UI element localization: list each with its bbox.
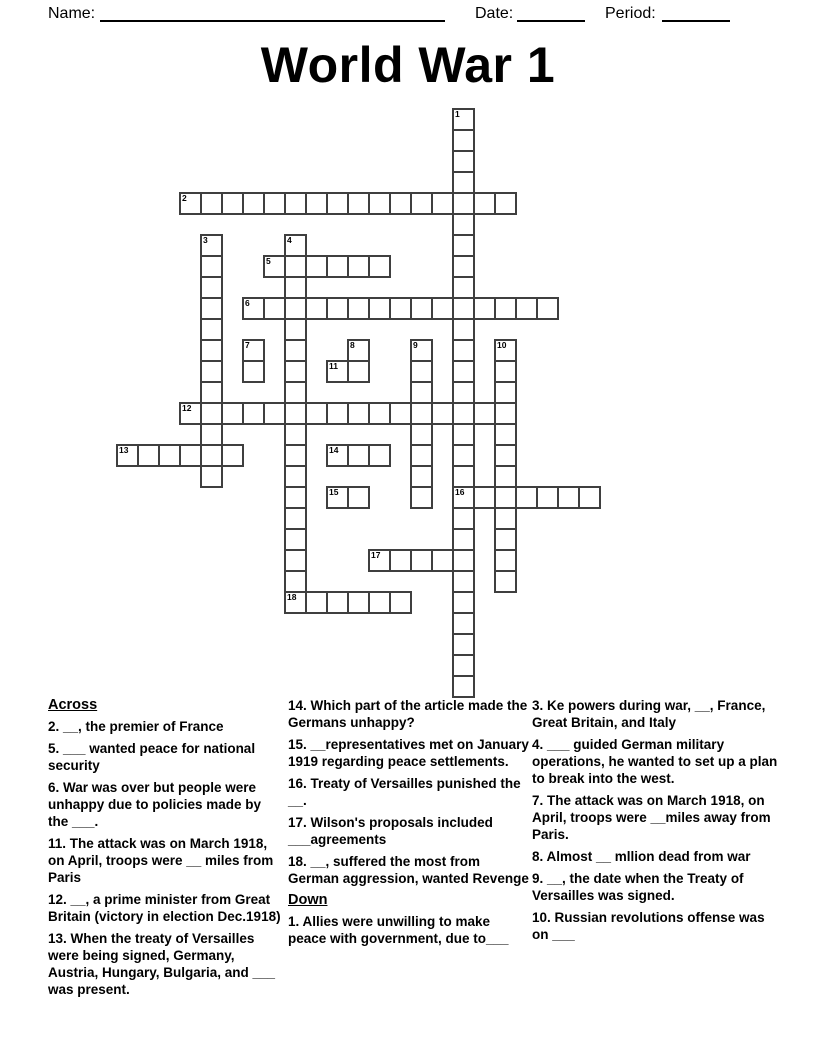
grid-cell[interactable] bbox=[494, 570, 517, 593]
grid-cell[interactable] bbox=[284, 528, 307, 551]
grid-cell[interactable] bbox=[326, 360, 349, 383]
grid-cell[interactable] bbox=[284, 192, 307, 215]
clue-column-1 bbox=[48, 697, 282, 1003]
grid-cell[interactable] bbox=[284, 255, 307, 278]
grid-cell[interactable] bbox=[494, 549, 517, 572]
grid-cell[interactable] bbox=[242, 402, 265, 425]
grid-cell[interactable] bbox=[452, 402, 475, 425]
grid-cell[interactable] bbox=[284, 591, 307, 614]
grid-cell[interactable] bbox=[410, 549, 433, 572]
grid-cell[interactable] bbox=[557, 486, 580, 509]
grid-cell[interactable] bbox=[221, 192, 244, 215]
grid-cell[interactable] bbox=[263, 255, 286, 278]
grid-cell[interactable] bbox=[284, 486, 307, 509]
grid-cell-number: 13 bbox=[119, 445, 129, 455]
grid-cell-number: 3 bbox=[203, 235, 208, 245]
grid-cell[interactable] bbox=[410, 465, 433, 488]
clue-3: 3. Ke powers during war, __, France, Great Britain, and Italy bbox=[532, 698, 766, 730]
grid-cell-number: 7 bbox=[245, 340, 250, 350]
grid-cell[interactable] bbox=[242, 192, 265, 215]
grid-cell[interactable] bbox=[347, 255, 370, 278]
grid-cell[interactable] bbox=[326, 444, 349, 467]
grid-cell[interactable] bbox=[431, 297, 454, 320]
clue-1: 1. Allies were unwilling to make peace with government, due to___ bbox=[288, 914, 509, 946]
grid-cell[interactable] bbox=[137, 444, 160, 467]
grid-cell[interactable] bbox=[494, 402, 517, 425]
grid-cell[interactable] bbox=[494, 507, 517, 530]
clue-14: 14. Which part of the article made the Germans unhappy? bbox=[288, 698, 528, 730]
grid-cell[interactable] bbox=[452, 444, 475, 467]
grid-cell[interactable] bbox=[263, 192, 286, 215]
clue-8: 8. Almost __ mllion dead from war bbox=[532, 849, 751, 864]
grid-cell[interactable] bbox=[284, 549, 307, 572]
grid-cell[interactable] bbox=[347, 444, 370, 467]
grid-cell[interactable] bbox=[452, 171, 475, 194]
grid-cell[interactable] bbox=[200, 423, 223, 446]
grid-cell[interactable] bbox=[200, 381, 223, 404]
grid-cell[interactable] bbox=[452, 297, 475, 320]
grid-cell[interactable] bbox=[431, 402, 454, 425]
grid-cell[interactable] bbox=[452, 360, 475, 383]
grid-cell[interactable] bbox=[200, 465, 223, 488]
date-blank-line bbox=[517, 20, 585, 22]
grid-cell[interactable] bbox=[116, 444, 139, 467]
grid-cell-number: 14 bbox=[329, 445, 339, 455]
grid-cell-number: 4 bbox=[287, 235, 292, 245]
grid-cell[interactable] bbox=[305, 297, 328, 320]
grid-cell[interactable] bbox=[452, 465, 475, 488]
grid-cell[interactable] bbox=[221, 402, 244, 425]
grid-cell[interactable] bbox=[410, 381, 433, 404]
clue-11: 11. The attack was on March 1918, on April, troops were __ miles from Paris bbox=[48, 836, 274, 885]
grid-cell[interactable] bbox=[494, 423, 517, 446]
grid-cell-number: 2 bbox=[182, 193, 187, 203]
grid-cell[interactable] bbox=[242, 339, 265, 362]
grid-cell[interactable] bbox=[452, 108, 475, 131]
grid-cell[interactable] bbox=[473, 402, 496, 425]
grid-cell[interactable] bbox=[284, 402, 307, 425]
period-blank-line bbox=[662, 20, 730, 22]
grid-cell[interactable] bbox=[284, 318, 307, 341]
grid-cell[interactable] bbox=[452, 486, 475, 509]
clue-13: 13. When the treaty of Versailles were being signed, Germany, Austria, Hungary, Bulgaria, and ___ was present. bbox=[48, 931, 276, 997]
grid-cell[interactable] bbox=[473, 297, 496, 320]
grid-cell[interactable] bbox=[284, 570, 307, 593]
grid-cell[interactable] bbox=[347, 591, 370, 614]
grid-cell[interactable] bbox=[368, 192, 391, 215]
clue-10: 10. Russian revolutions offense was on ___ bbox=[532, 910, 765, 942]
grid-cell[interactable] bbox=[452, 150, 475, 173]
grid-cell[interactable] bbox=[452, 213, 475, 236]
grid-cell[interactable] bbox=[494, 381, 517, 404]
grid-cell[interactable] bbox=[410, 339, 433, 362]
grid-cell-number: 12 bbox=[182, 403, 192, 413]
grid-cell[interactable] bbox=[410, 192, 433, 215]
grid-cell[interactable] bbox=[452, 423, 475, 446]
grid-cell[interactable] bbox=[578, 486, 601, 509]
grid-cell[interactable] bbox=[305, 192, 328, 215]
grid-cell[interactable] bbox=[305, 591, 328, 614]
grid-cell-number: 5 bbox=[266, 256, 271, 266]
grid-cell[interactable] bbox=[452, 318, 475, 341]
down-heading: Down bbox=[288, 892, 328, 908]
grid-cell[interactable] bbox=[200, 402, 223, 425]
name-label: Name: bbox=[48, 5, 96, 22]
clue-16: 16. Treaty of Versailles punished the __. bbox=[288, 776, 521, 808]
grid-cell[interactable] bbox=[536, 486, 559, 509]
grid-cell[interactable] bbox=[452, 549, 475, 572]
grid-cell[interactable] bbox=[200, 339, 223, 362]
date-label: Date: bbox=[475, 5, 514, 22]
grid-cell[interactable] bbox=[515, 486, 538, 509]
grid-cell[interactable] bbox=[494, 465, 517, 488]
grid-cell[interactable] bbox=[158, 444, 181, 467]
grid-cell[interactable] bbox=[200, 360, 223, 383]
grid-cell[interactable] bbox=[410, 486, 433, 509]
grid-cell[interactable] bbox=[452, 255, 475, 278]
grid-cell[interactable] bbox=[284, 465, 307, 488]
clue-2: 2. __, the premier of France bbox=[48, 719, 224, 734]
clue-9: 9. __, the date when the Treaty of Versailles was signed. bbox=[532, 871, 744, 903]
grid-cell[interactable] bbox=[452, 591, 475, 614]
grid-cell[interactable] bbox=[284, 360, 307, 383]
clue-6: 6. War was over but people were unhappy due to policies made by the ___. bbox=[48, 780, 262, 829]
grid-cell-number: 10 bbox=[497, 340, 507, 350]
clue-12: 12. __, a prime minister from Great Britain (victory in election Dec.1918) bbox=[48, 892, 281, 924]
grid-cell[interactable] bbox=[515, 297, 538, 320]
grid-cell[interactable] bbox=[410, 423, 433, 446]
grid-cell-number: 17 bbox=[371, 550, 381, 560]
clue-5: 5. ___ wanted peace for national security bbox=[48, 741, 256, 773]
grid-cell[interactable] bbox=[473, 486, 496, 509]
grid-cell[interactable] bbox=[494, 360, 517, 383]
grid-cell[interactable] bbox=[200, 444, 223, 467]
name-blank-line bbox=[100, 20, 445, 22]
grid-cell-number: 11 bbox=[329, 361, 338, 371]
grid-cell[interactable] bbox=[452, 234, 475, 257]
grid-cell[interactable] bbox=[347, 192, 370, 215]
grid-cell[interactable] bbox=[368, 297, 391, 320]
grid-cell[interactable] bbox=[452, 654, 475, 677]
grid-cell[interactable] bbox=[410, 402, 433, 425]
grid-cell[interactable] bbox=[326, 255, 349, 278]
grid-cell[interactable] bbox=[200, 234, 223, 257]
grid-cell[interactable] bbox=[179, 402, 202, 425]
grid-cell-number: 16 bbox=[455, 487, 465, 497]
grid-cell[interactable] bbox=[452, 612, 475, 635]
grid-cell[interactable] bbox=[284, 234, 307, 257]
grid-cell[interactable] bbox=[473, 192, 496, 215]
grid-cell[interactable] bbox=[431, 549, 454, 572]
grid-cell[interactable] bbox=[221, 444, 244, 467]
grid-cell[interactable] bbox=[179, 444, 202, 467]
grid-cell-number: 8 bbox=[350, 340, 355, 350]
grid-cell[interactable] bbox=[410, 297, 433, 320]
grid-cell[interactable] bbox=[179, 192, 202, 215]
grid-cell[interactable] bbox=[284, 507, 307, 530]
grid-cell[interactable] bbox=[452, 570, 475, 593]
grid-cell[interactable] bbox=[536, 297, 559, 320]
grid-cell-number: 18 bbox=[287, 592, 297, 602]
grid-cell[interactable] bbox=[389, 192, 412, 215]
across-heading: Across bbox=[48, 697, 98, 713]
grid-cell[interactable] bbox=[452, 528, 475, 551]
grid-cell[interactable] bbox=[200, 255, 223, 278]
grid-cell-number: 6 bbox=[245, 298, 250, 308]
grid-cell-number: 9 bbox=[413, 340, 418, 350]
grid-cell[interactable] bbox=[347, 339, 370, 362]
clue-column-3 bbox=[532, 697, 782, 948]
grid-cell[interactable] bbox=[431, 192, 454, 215]
grid-cell[interactable] bbox=[263, 297, 286, 320]
crossword-grid bbox=[116, 108, 603, 700]
grid-cell[interactable] bbox=[494, 297, 517, 320]
grid-cell[interactable] bbox=[305, 402, 328, 425]
clue-7: 7. The attack was on March 1918, on April, troops were __miles away from Paris. bbox=[532, 793, 771, 842]
clue-17: 17. Wilson's proposals included ___agreements bbox=[288, 815, 493, 847]
grid-cell[interactable] bbox=[410, 444, 433, 467]
grid-cell[interactable] bbox=[494, 528, 517, 551]
clue-18: 18. __, suffered the most from German aggression, wanted Revenge bbox=[288, 854, 529, 886]
grid-cell[interactable] bbox=[452, 192, 475, 215]
grid-cell[interactable] bbox=[389, 549, 412, 572]
grid-cell[interactable] bbox=[368, 549, 391, 572]
grid-cell[interactable] bbox=[326, 402, 349, 425]
clue-4: 4. ___ guided German military operations, he wanted to set up a plan to break into the west. bbox=[532, 737, 778, 786]
grid-cell[interactable] bbox=[347, 486, 370, 509]
grid-cell-number: 1 bbox=[455, 109, 460, 119]
grid-cell[interactable] bbox=[494, 486, 517, 509]
grid-cell[interactable] bbox=[284, 423, 307, 446]
page-title: World War 1 bbox=[260, 37, 556, 93]
grid-cell[interactable] bbox=[452, 381, 475, 404]
grid-cell[interactable] bbox=[368, 402, 391, 425]
grid-cell[interactable] bbox=[452, 276, 475, 299]
grid-cell[interactable] bbox=[326, 192, 349, 215]
grid-cell[interactable] bbox=[389, 591, 412, 614]
grid-cell[interactable] bbox=[326, 297, 349, 320]
grid-cell[interactable] bbox=[452, 129, 475, 152]
grid-cell[interactable] bbox=[200, 192, 223, 215]
grid-cell[interactable] bbox=[494, 339, 517, 362]
grid-cell[interactable] bbox=[368, 255, 391, 278]
clue-column-2 bbox=[288, 697, 532, 952]
period-label: Period: bbox=[605, 5, 656, 22]
grid-cell[interactable] bbox=[200, 318, 223, 341]
grid-cell[interactable] bbox=[368, 444, 391, 467]
grid-cell[interactable] bbox=[389, 297, 412, 320]
grid-cell[interactable] bbox=[347, 297, 370, 320]
grid-cell[interactable] bbox=[284, 339, 307, 362]
grid-cell[interactable] bbox=[452, 675, 475, 698]
grid-cell[interactable] bbox=[284, 381, 307, 404]
grid-cell[interactable] bbox=[452, 339, 475, 362]
grid-cell[interactable] bbox=[452, 507, 475, 530]
grid-cell-number: 15 bbox=[329, 487, 339, 497]
grid-cell[interactable] bbox=[347, 402, 370, 425]
grid-cell[interactable] bbox=[305, 255, 328, 278]
grid-cell[interactable] bbox=[242, 297, 265, 320]
grid-cell[interactable] bbox=[368, 591, 391, 614]
grid-cell[interactable] bbox=[347, 360, 370, 383]
grid-cell[interactable] bbox=[326, 486, 349, 509]
grid-cell[interactable] bbox=[284, 297, 307, 320]
grid-cell[interactable] bbox=[263, 402, 286, 425]
grid-cell[interactable] bbox=[494, 444, 517, 467]
grid-cell[interactable] bbox=[200, 297, 223, 320]
grid-cell[interactable] bbox=[242, 360, 265, 383]
clue-15: 15. __representatives met on January 1919 regarding peace settlements. bbox=[288, 737, 529, 769]
grid-cell[interactable] bbox=[284, 444, 307, 467]
grid-cell[interactable] bbox=[389, 402, 412, 425]
grid-cell[interactable] bbox=[494, 192, 517, 215]
grid-cell[interactable] bbox=[410, 360, 433, 383]
grid-cell[interactable] bbox=[200, 276, 223, 299]
grid-cell[interactable] bbox=[452, 633, 475, 656]
grid-cell[interactable] bbox=[326, 591, 349, 614]
grid-cell[interactable] bbox=[284, 276, 307, 299]
